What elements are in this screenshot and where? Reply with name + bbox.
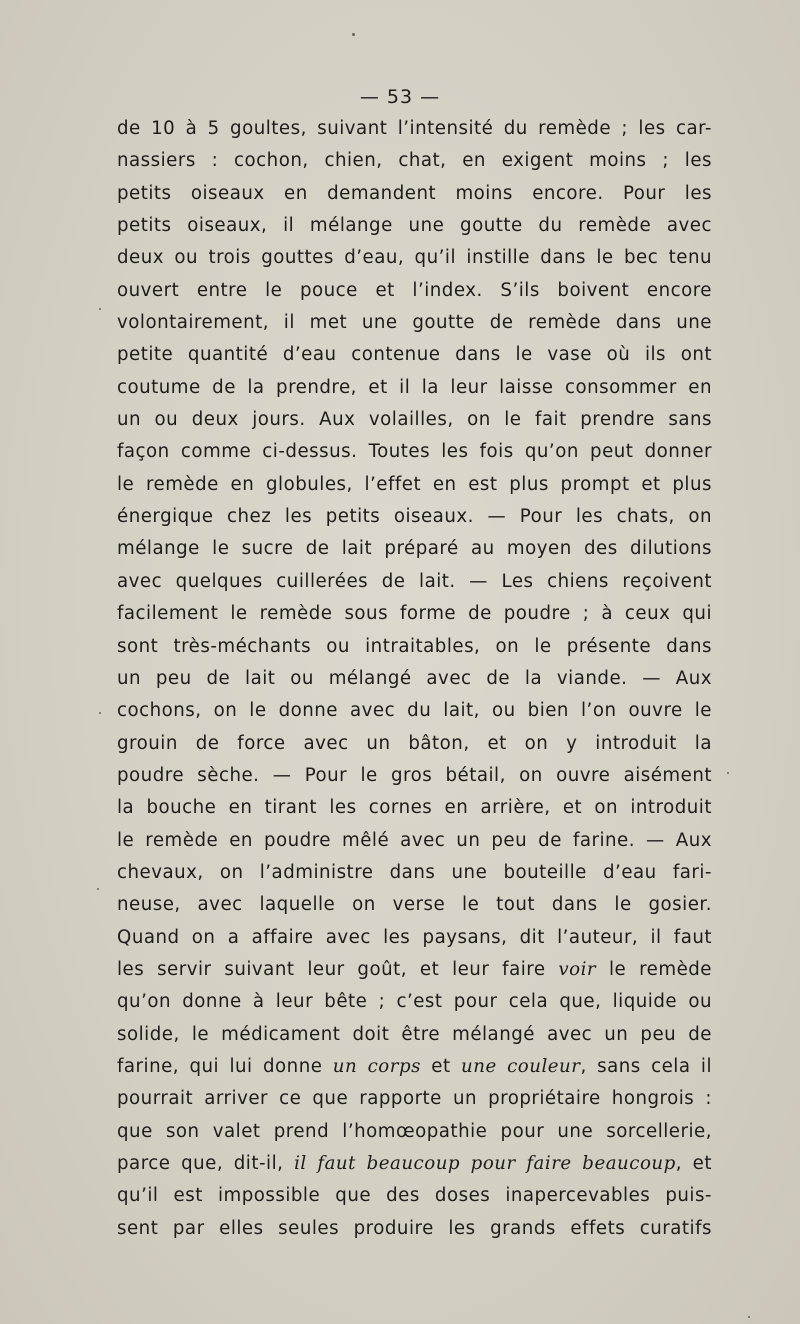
text-line — [117, 825, 712, 857]
text-line — [117, 986, 712, 1018]
text-line — [117, 760, 712, 792]
text-line — [117, 210, 712, 242]
text-segment: qu’on donne à leur bête ; c’est pour cela que, liquide ou — [117, 991, 712, 1013]
text-segment: cochons, on le donne avec du lait, ou bien l’on ouvre le — [117, 700, 712, 722]
paper-speck — [727, 772, 729, 774]
text-line — [117, 469, 712, 501]
text-segment: petite quantité d’eau contenue dans le vase où ils ont — [117, 344, 712, 366]
text-line — [117, 145, 712, 177]
text-line — [117, 339, 712, 371]
paper-speck — [99, 308, 101, 310]
text-segment: sent par elles seules produire les grands effets curatifs — [117, 1217, 712, 1239]
text-segment: les servir suivant leur goût, et leur faire — [117, 958, 559, 980]
text-line — [117, 372, 712, 404]
text-segment: volontairement, il met une goutte de remède dans une — [117, 312, 712, 334]
text-line — [117, 533, 712, 565]
text-line — [117, 1019, 712, 1051]
text-line — [117, 1213, 712, 1245]
paper-speck — [748, 1316, 750, 1318]
text-line — [117, 1180, 712, 1212]
text-line — [117, 307, 712, 339]
text-line — [117, 728, 712, 760]
text-segment: parce que, dit-il, — [117, 1153, 295, 1174]
text-line — [117, 501, 712, 533]
text-segment: la bouche en tirant les cornes en arrière, et on introduit — [117, 797, 712, 819]
paper-speck — [99, 712, 101, 714]
text-segment: le remède — [596, 958, 712, 980]
text-segment: que son valet prend l’homœopathie pour une sorcellerie, — [117, 1120, 712, 1142]
text-segment: qu’il est impossible que des doses inapercevables puis- — [117, 1185, 712, 1207]
text-segment: avec quelques cuillerées de lait. — Les chiens reçoivent — [117, 570, 712, 592]
text-line — [117, 792, 712, 824]
text-line — [117, 178, 712, 210]
text-segment: deux ou trois gouttes d’eau, qu’il instille dans le bec tenu — [117, 247, 712, 269]
text-segment: chevaux, on l’administre dans une bouteille d’eau fari- — [117, 861, 712, 883]
text-segment: le remède en globules, l’effet en est plus prompt et plus — [117, 473, 712, 495]
text-line — [117, 1148, 712, 1180]
text-line — [117, 1051, 712, 1083]
text-line — [117, 1083, 712, 1115]
text-segment: neuse, avec laquelle on verse le tout dans le gosier. — [117, 894, 712, 916]
italic-text: un corps — [332, 1055, 421, 1077]
text-line — [117, 113, 712, 145]
text-segment: mélange le sucre de lait préparé au moyen des dilutions — [117, 538, 712, 560]
text-segment: façon comme ci-dessus. Toutes les fois qu’on peut donner — [117, 441, 712, 463]
text-line — [117, 889, 712, 921]
text-segment: grouin de force avec un bâton, et on y introduit la — [117, 732, 712, 754]
text-segment: petits oiseaux en demandent moins encore. Pour les — [117, 182, 712, 204]
text-line — [117, 566, 712, 598]
text-segment: et — [420, 1055, 462, 1077]
text-line — [117, 663, 712, 695]
text-line — [117, 436, 712, 468]
text-segment: , et — [675, 1153, 713, 1174]
text-segment: sont très-méchants ou intraitables, on le présente dans — [117, 635, 712, 657]
text-segment: petits oiseaux, il mélange une goutte du remède avec — [117, 215, 712, 237]
text-segment: énergique chez les petits oiseaux. — Pour les chats, on — [117, 506, 712, 528]
page-number: — 53 — — [359, 86, 441, 108]
text-line — [117, 922, 712, 954]
italic-text: il faut beaucoup pour faire beaucoup — [294, 1153, 676, 1174]
text-line — [117, 242, 712, 274]
paper-speck — [352, 33, 355, 36]
text-line — [117, 1116, 712, 1148]
text-segment: le remède en poudre mêlé avec un peu de farine. — Aux — [117, 829, 712, 851]
text-segment: nassiers : cochon, chien, chat, en exigent moins ; les — [117, 150, 712, 172]
text-line — [117, 631, 712, 663]
text-segment: , sans cela il — [580, 1055, 712, 1077]
text-segment: poudre sèche. — Pour le gros bétail, on ouvre aisément — [117, 764, 712, 786]
text-segment: ouvert entre le pouce et l’index. S’ils boivent encore — [117, 279, 712, 301]
text-segment: un peu de lait ou mélangé avec de la viande. — Aux — [117, 667, 712, 689]
text-line — [117, 954, 712, 986]
text-line — [117, 857, 712, 889]
text-line — [117, 598, 712, 630]
italic-text: une couleur — [461, 1055, 581, 1077]
text-segment: solide, le médicament doit être mélangé avec un peu de — [117, 1023, 712, 1045]
body-text — [117, 113, 712, 1245]
text-line — [117, 275, 712, 307]
text-line — [117, 404, 712, 436]
italic-text: voir — [558, 958, 597, 980]
text-segment: farine, qui lui donne — [117, 1055, 333, 1077]
text-segment: Quand on a affaire avec les paysans, dit l’auteur, il faut — [117, 926, 712, 948]
text-line — [117, 695, 712, 727]
paper-speck — [97, 888, 99, 890]
text-segment: facilement le remède sous forme de poudre ; à ceux qui — [117, 603, 712, 625]
text-segment: coutume de la prendre, et il la leur laisse consommer en — [117, 376, 712, 398]
text-segment: de 10 à 5 goultes, suivant l’intensité du remède ; les car- — [117, 118, 712, 139]
text-segment: pourrait arriver ce que rapporte un propriétaire hongrois : — [117, 1088, 712, 1110]
text-segment: un ou deux jours. Aux volailles, on le fait prendre sans — [117, 409, 712, 431]
